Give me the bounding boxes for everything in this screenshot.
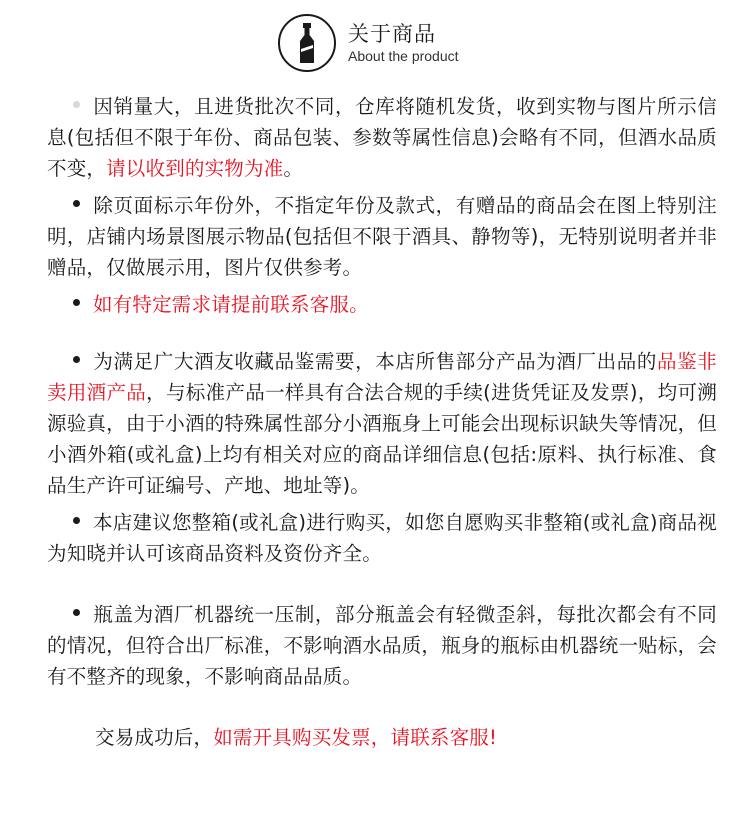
liquor-bottle-icon [278, 14, 336, 72]
note-text: 因销量大，且进货批次不同，仓库将随机发货，收到实物与图片所示信息(包括但不限于年份、商品包装、参数等属性信息)会略有不同，但酒水品质不变， [47, 95, 717, 180]
bullet-dot [73, 609, 80, 616]
bullet-dot [73, 356, 80, 363]
header-titles [348, 21, 459, 65]
note-text: 为满足广大酒友收藏品鉴需要，本店所售部分产品为酒厂出品的 [93, 350, 658, 373]
note-highlight: 品鉴非卖用酒产品 [47, 350, 717, 404]
note-contact-service [47, 289, 717, 320]
bullet-dot [73, 101, 80, 108]
title-chinese: 关于商品 [348, 22, 436, 46]
title-english: About the product [348, 48, 459, 64]
note-bottle-cap [47, 599, 717, 692]
note-tasting-products [47, 346, 717, 501]
note-shipping-variation [47, 91, 717, 184]
note-highlight: 请以收到的实物为准 [106, 157, 284, 180]
note-text: 除页面标示年份外，不指定年份及款式，有赠品的商品会在图上特别注明，店铺内场景图展示物品(包括但不限于酒具、静物等)，无特别说明者并非赠品，仅做展示用，图片仅供参考。 [47, 194, 717, 279]
note-text: 瓶盖为酒厂机器统一压制，部分瓶盖会有轻微歪斜，每批次都会有不同的情况，但符合出厂标准，不影响酒水品质，瓶身的瓶标由机器统一贴标，会有不整齐的现象，不影响商品品质。 [47, 603, 717, 688]
bullet-dot [73, 517, 80, 524]
note-highlight: 如需开具购买发票，请联系客服! [213, 726, 498, 749]
note-text: 交易成功后， [95, 726, 214, 749]
bullet-dot [73, 299, 80, 306]
note-text-continued: ，与标准产品一样具有合法合规的手续(进货凭证及发票)，均可溯源验真，由于小酒的特殊属性部分小酒瓶身上可能会出现标识缺失等情况，但小酒外箱(或礼盒)上均有相关对应的商品详细信息(包括:原料、执行标准、食品生产许可证编号、产地、地址等)。 [47, 381, 717, 497]
product-notes [47, 91, 717, 753]
note-year-gifts [47, 190, 717, 283]
bullet-dot [73, 200, 80, 207]
note-invoice [47, 722, 717, 753]
note-text: 本店建议您整箱(或礼盒)进行购买，如您自愿购买非整箱(或礼盒)商品视为知晓并认可该商品资料及资份齐全。 [47, 511, 717, 565]
section-header [278, 13, 459, 73]
note-text-tail: 。 [283, 157, 304, 180]
note-highlight: 如有特定需求请提前联系客服。 [93, 293, 369, 316]
note-full-box [47, 507, 717, 569]
